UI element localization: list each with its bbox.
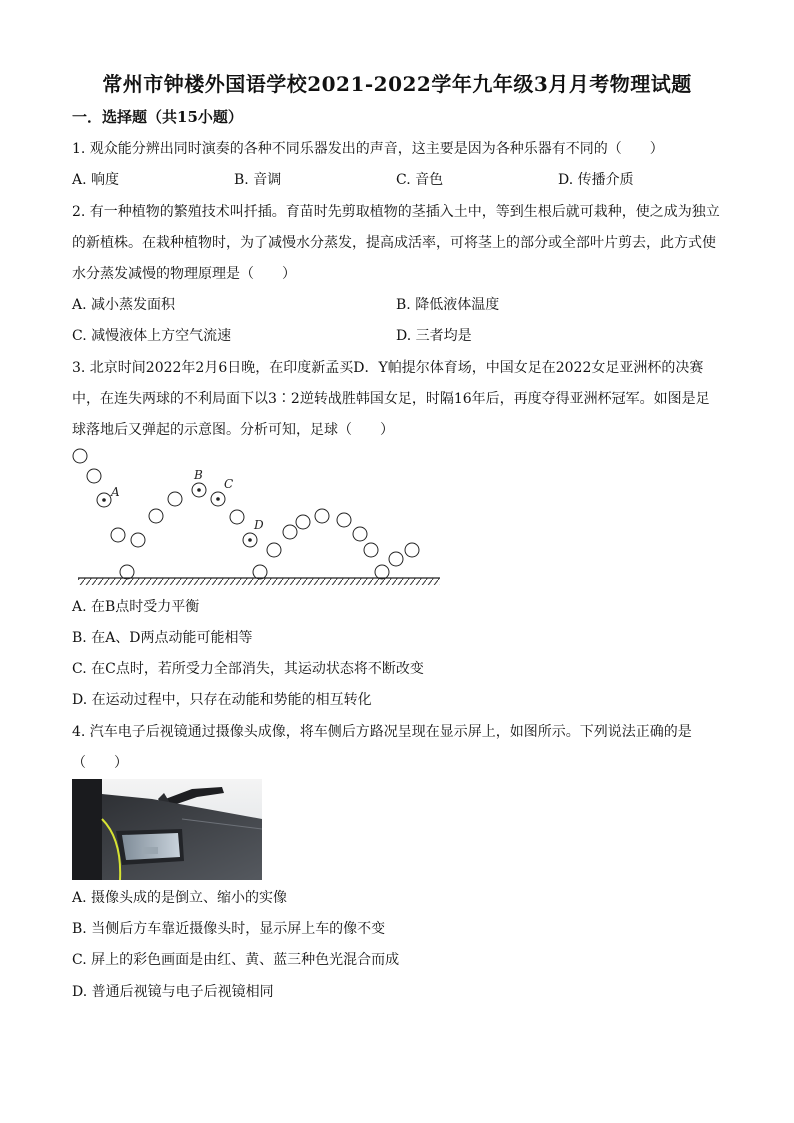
q3-option-a: A. 在B点时受力平衡 (72, 599, 200, 615)
ball (296, 515, 310, 529)
ball-c-dot (216, 497, 220, 501)
ball (87, 469, 101, 483)
electronic-mirror-photo (72, 779, 262, 880)
q2-option-d: D. 三者均是 (396, 328, 472, 344)
label-a: A (111, 485, 120, 499)
ball (375, 565, 389, 579)
q1-option-a: A. 响度 (72, 172, 120, 188)
q3-stem-line-1: 3. 北京时间2022年2月6日晚，在印度新孟买D．Y帕提尔体育场，中国女足在2022女足亚洲杯的决赛 (72, 360, 704, 376)
q4-stem-line-2: （ ） (72, 755, 128, 771)
q3-stem-line-2: 中，在连失两球的不利局面下以3∶2逆转战胜韩国女足，时隔16年后，再度夺得亚洲杯冠军。如图是足 (72, 391, 710, 407)
label-d: D (254, 518, 264, 532)
q1-option-c: C. 音色 (396, 172, 444, 188)
q3-option-b: B. 在A、D两点动能可能相等 (72, 630, 253, 646)
q3-option-d: D. 在运动过程中，只存在动能和势能的相互转化 (72, 692, 372, 708)
ball-d (243, 533, 257, 547)
q1-option-b: B. 音调 (234, 172, 282, 188)
ball (353, 527, 367, 541)
q3-stem-line-3: 球落地后又弹起的示意图。分析可知，足球（ ） (72, 422, 394, 438)
q3-option-c: C. 在C点时，若所受力全部消失，其运动状态将不断改变 (72, 661, 424, 677)
page-title: 常州市钟楼外国语学校2021-2022学年九年级3月月考物理试题 (102, 72, 692, 96)
ball (364, 543, 378, 557)
q4-stem-line-1: 4. 汽车电子后视镜通过摄像头成像，将车侧后方路况呈现在显示屏上，如图所示。下列说法正确的是 (72, 724, 692, 740)
ball (283, 525, 297, 539)
ball (111, 528, 125, 542)
q2-stem-line-1: 2. 有一种植物的繁殖技术叫扦插。育苗时先剪取植物的茎插入土中，等到生根后就可栽种，使之成为独立 (72, 204, 720, 220)
q4-option-a: A. 摄像头成的是倒立、缩小的实像 (72, 890, 288, 906)
q1-stem: 1. 观众能分辨出同时演奏的各种不同乐器发出的声音，这主要是因为各种乐器有不同的（ ） (72, 141, 664, 157)
q4-option-c: C. 屏上的彩色画面是由红、黄、蓝三种色光混合而成 (72, 952, 400, 968)
ball (389, 552, 403, 566)
q1-option-d: D. 传播介质 (558, 172, 634, 188)
q2-option-c: C. 减慢液体上方空气流速 (72, 328, 232, 344)
ball (337, 513, 351, 527)
ball (120, 565, 134, 579)
q2-stem-line-2: 的新植株。在栽种植物时，为了减慢水分蒸发，提高成活率，可将茎上的部分或全部叶片剪去，此方式使 (72, 235, 716, 251)
q2-option-a: A. 减小蒸发面积 (72, 297, 176, 313)
ball-b (192, 483, 206, 497)
ball (131, 533, 145, 547)
ball (267, 543, 281, 557)
ball (405, 543, 419, 557)
ball (253, 565, 267, 579)
q2-stem-line-3: 水分蒸发减慢的物理原理是（ ） (72, 266, 296, 282)
bouncing-ball-figure (60, 444, 460, 592)
ball (73, 449, 87, 463)
label-b: B (194, 468, 203, 482)
q4-option-d: D. 普通后视镜与电子后视镜相同 (72, 984, 274, 1000)
ball (149, 509, 163, 523)
ball (230, 510, 244, 524)
section-heading: 一．选择题（共15小题） (72, 108, 243, 126)
label-c: C (224, 477, 234, 491)
ball (315, 509, 329, 523)
ball (168, 492, 182, 506)
ball-a (97, 493, 111, 507)
q4-option-b: B. 当侧后方车靠近摄像头时，显示屏上车的像不变 (72, 921, 386, 937)
q2-option-b: B. 降低液体温度 (396, 297, 500, 313)
